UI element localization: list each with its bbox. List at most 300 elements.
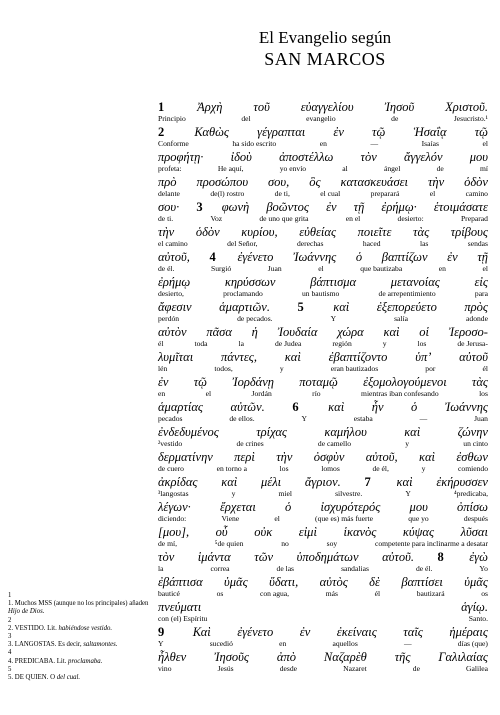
greek-word: ὃς bbox=[309, 175, 321, 189]
greek-word: ἡμέραις bbox=[449, 625, 488, 639]
greek-word: τρίχας bbox=[256, 425, 288, 439]
greek-word: καὶ bbox=[418, 450, 436, 464]
spanish-gloss: aquellos bbox=[332, 639, 358, 648]
spanish-gloss: de Jerusa- bbox=[457, 339, 488, 348]
greek-word: Ἡσαΐᾳ bbox=[413, 125, 447, 139]
footnote-text: 2. VESTIDO. Lit. bbox=[8, 624, 59, 632]
greek-word: ἐβαπτίζοντο bbox=[328, 350, 388, 364]
spanish-gloss: derechas bbox=[296, 239, 324, 248]
greek-line bbox=[158, 650, 488, 664]
spanish-gloss: de crines bbox=[236, 439, 264, 448]
spanish-gloss: después bbox=[463, 514, 488, 523]
spanish-gloss-line bbox=[158, 589, 488, 599]
greek-line bbox=[158, 600, 488, 614]
spanish-gloss: silvestre. bbox=[335, 489, 363, 498]
interlinear-line bbox=[158, 625, 488, 649]
spanish-gloss: ángel bbox=[383, 164, 401, 173]
greek-word: ὑμᾶς bbox=[224, 575, 248, 589]
spanish-gloss: él bbox=[374, 589, 381, 598]
greek-word: πάντες, bbox=[221, 350, 257, 364]
greek-word: ἀκρίδας bbox=[158, 475, 198, 489]
greek-line bbox=[158, 300, 488, 314]
spanish-gloss: en bbox=[319, 139, 327, 148]
spanish-gloss: proclamando bbox=[223, 289, 263, 298]
greek-word: Ἰησοῦς bbox=[214, 650, 249, 664]
greek-word: καὶ bbox=[404, 425, 421, 439]
spanish-gloss: competente para inclinarme a desatar bbox=[374, 539, 488, 548]
spanish-gloss: que yo bbox=[408, 514, 429, 523]
spanish-gloss-line bbox=[158, 289, 488, 299]
spanish-gloss: en bbox=[158, 389, 166, 398]
spanish-gloss: el bbox=[318, 264, 324, 273]
greek-word: ἁμαρτίας bbox=[158, 400, 203, 414]
interlinear-line bbox=[158, 425, 488, 449]
spanish-gloss: Y bbox=[301, 414, 307, 423]
greek-line bbox=[158, 325, 488, 339]
interlinear-line bbox=[158, 600, 488, 624]
greek-word: βαπτίζων bbox=[381, 250, 428, 264]
greek-line bbox=[158, 575, 488, 589]
greek-line bbox=[158, 350, 488, 364]
spanish-gloss: Nazaret bbox=[343, 664, 367, 673]
interlinear-line bbox=[158, 200, 488, 224]
greek-line bbox=[158, 100, 488, 114]
greek-word: καμήλου bbox=[324, 425, 367, 439]
greek-word: Γαλιλαίας bbox=[438, 650, 488, 664]
interlinear-line bbox=[158, 100, 488, 124]
footnote bbox=[8, 625, 150, 633]
spanish-gloss: bautizará bbox=[416, 589, 445, 598]
verse-number: 7 bbox=[364, 475, 371, 489]
interlinear-line bbox=[158, 400, 488, 424]
greek-word: σου, bbox=[268, 175, 290, 189]
greek-word: τῷ bbox=[474, 125, 488, 139]
greek-word: τῇ bbox=[477, 250, 488, 264]
spanish-gloss: comiendo bbox=[458, 464, 488, 473]
spanish-gloss: bauticé bbox=[158, 589, 180, 598]
spanish-gloss-line bbox=[158, 614, 488, 624]
interlinear-line bbox=[158, 575, 488, 599]
greek-word: τὰς bbox=[471, 375, 488, 389]
greek-word: ἐν bbox=[333, 125, 344, 139]
greek-word: μου bbox=[469, 150, 488, 164]
greek-word: Χριστοῦ. bbox=[445, 100, 488, 114]
spanish-gloss: del bbox=[241, 114, 251, 123]
greek-word: κυρίου, bbox=[241, 225, 278, 239]
spanish-gloss: os bbox=[216, 589, 224, 598]
spanish-gloss-line bbox=[158, 414, 488, 424]
greek-word: αὐτοῦ bbox=[459, 350, 488, 364]
greek-line bbox=[158, 200, 488, 214]
footnote-italic: saltamontes. bbox=[83, 641, 118, 649]
footnote-number: 4 bbox=[8, 649, 12, 657]
spanish-gloss: preparará bbox=[370, 189, 400, 198]
greek-word: ἑτοιμάσατε bbox=[433, 200, 488, 214]
book-title bbox=[160, 28, 490, 70]
greek-word: μου bbox=[409, 500, 428, 514]
footnote-text: 1. Muchos MSS (aunque no los principales) añaden bbox=[8, 600, 149, 608]
greek-word: πνεύματι bbox=[158, 600, 202, 614]
spanish-gloss: sucedió bbox=[209, 639, 233, 648]
greek-word: καὶ bbox=[383, 325, 400, 339]
interlinear-line bbox=[158, 500, 488, 524]
verse-number: 1 bbox=[158, 100, 165, 114]
greek-word: Ἰεροσο- bbox=[448, 325, 488, 339]
greek-word: αὐτὸς bbox=[319, 575, 348, 589]
interlinear-line bbox=[158, 525, 488, 549]
spanish-gloss: en bbox=[279, 639, 287, 648]
greek-line bbox=[158, 225, 488, 239]
spanish-gloss-line bbox=[158, 664, 488, 674]
interlinear-line bbox=[158, 375, 488, 399]
spanish-gloss: pecados bbox=[158, 414, 183, 423]
spanish-gloss: desde bbox=[279, 664, 298, 673]
spanish-gloss-line bbox=[158, 514, 488, 524]
spanish-gloss: Jesucristo.¹ bbox=[453, 114, 488, 123]
greek-line bbox=[158, 250, 488, 264]
spanish-gloss: correa bbox=[210, 564, 230, 573]
spanish-gloss: todos, bbox=[214, 364, 233, 373]
greek-word: δερματίνην bbox=[158, 450, 213, 464]
greek-word: ἰδοὺ bbox=[230, 150, 252, 164]
spanish-gloss-line bbox=[158, 314, 488, 324]
greek-word: αὐτοῦ, bbox=[365, 450, 398, 464]
spanish-gloss: de bbox=[436, 164, 444, 173]
greek-word: ἀποστέλλω bbox=[279, 150, 334, 164]
greek-word: οἱ bbox=[419, 325, 430, 339]
greek-word: καὶ bbox=[328, 400, 345, 414]
interlinear-text bbox=[158, 100, 488, 675]
spanish-gloss: río bbox=[312, 389, 321, 398]
spanish-gloss: desierto, bbox=[158, 289, 184, 298]
spanish-gloss: de él. bbox=[158, 264, 175, 273]
greek-word: Καὶ bbox=[192, 625, 211, 639]
greek-word: εἰς bbox=[474, 275, 488, 289]
greek-word: ἐν bbox=[299, 625, 311, 639]
greek-line bbox=[158, 425, 488, 439]
greek-word: εὐθείας bbox=[299, 225, 337, 239]
greek-word: ἄγριον. bbox=[304, 475, 341, 489]
spanish-gloss: Y bbox=[158, 639, 164, 648]
spanish-gloss-line bbox=[158, 239, 488, 249]
spanish-gloss: el bbox=[274, 514, 280, 523]
footnote bbox=[8, 641, 150, 649]
spanish-gloss: para bbox=[474, 289, 488, 298]
spanish-gloss: Galilea bbox=[466, 664, 488, 673]
spanish-gloss-line bbox=[158, 364, 488, 374]
greek-line bbox=[158, 175, 488, 189]
greek-word: τρίβους bbox=[450, 225, 488, 239]
spanish-gloss: sandalias bbox=[341, 564, 369, 573]
greek-word: Ἀρχὴ bbox=[197, 100, 223, 114]
spanish-gloss: que bautizaba bbox=[360, 264, 403, 273]
spanish-gloss-line bbox=[158, 164, 488, 174]
greek-line bbox=[158, 275, 488, 289]
spanish-gloss: de arrepentimiento bbox=[378, 289, 436, 298]
footnote-italic: habiéndose vestido. bbox=[58, 624, 113, 632]
greek-word: ταῖς bbox=[403, 625, 423, 639]
spanish-gloss: yo envío bbox=[279, 164, 307, 173]
spanish-gloss: de bbox=[391, 114, 399, 123]
greek-line bbox=[158, 500, 488, 514]
greek-word: ἐρήμῳ bbox=[158, 275, 191, 289]
greek-word: μέλι bbox=[261, 475, 282, 489]
greek-line bbox=[158, 550, 488, 564]
interlinear-line bbox=[158, 250, 488, 274]
spanish-gloss: eran bautizados bbox=[330, 364, 379, 373]
greek-word: ὀσφὺν bbox=[313, 450, 345, 464]
greek-word: Καθὼς bbox=[194, 125, 229, 139]
greek-word: ἐρήμῳ· bbox=[381, 200, 417, 214]
greek-word: ἱκανὸς bbox=[343, 525, 377, 539]
greek-word: γέγραπται bbox=[257, 125, 306, 139]
spanish-gloss: Conforme bbox=[158, 139, 189, 148]
spanish-gloss: el bbox=[482, 139, 488, 148]
spanish-gloss: no bbox=[281, 539, 289, 548]
footnote-text: 5. DE QUIEN. O bbox=[8, 674, 57, 682]
greek-line bbox=[158, 625, 488, 639]
greek-word: Ἰησοῦ bbox=[384, 100, 415, 114]
spanish-gloss: las bbox=[419, 239, 429, 248]
spanish-gloss: de mí, bbox=[158, 539, 177, 548]
spanish-gloss: con (el) Espíritu bbox=[158, 614, 208, 623]
spanish-gloss: de uno que grita bbox=[259, 214, 309, 223]
spanish-gloss-line bbox=[158, 489, 488, 499]
greek-word: τῆς bbox=[394, 650, 411, 664]
greek-word: τὸν bbox=[158, 550, 175, 564]
greek-word: πᾶσα bbox=[206, 325, 232, 339]
greek-word: καὶ bbox=[396, 475, 413, 489]
spanish-gloss: ²vestido bbox=[158, 439, 183, 448]
spanish-gloss: al bbox=[342, 164, 348, 173]
spanish-gloss: por bbox=[425, 364, 436, 373]
greek-word: ὑπ’ bbox=[415, 350, 432, 364]
spanish-gloss: haced bbox=[362, 239, 381, 248]
spanish-gloss: evangelio bbox=[306, 114, 336, 123]
greek-line bbox=[158, 125, 488, 139]
spanish-gloss: el bbox=[205, 389, 212, 398]
greek-word: ὁδὸν bbox=[464, 175, 488, 189]
greek-word: τῶν bbox=[254, 550, 274, 564]
spanish-gloss: Isaías bbox=[421, 139, 439, 148]
greek-word: Ἰορδάνῃ bbox=[232, 375, 274, 389]
spanish-gloss: Jordán bbox=[251, 389, 272, 398]
spanish-gloss: un bautismo bbox=[302, 289, 340, 298]
greek-word: ἰσχυρότερός bbox=[320, 500, 381, 514]
spanish-gloss-line bbox=[158, 564, 488, 574]
greek-word: ἦν bbox=[371, 400, 384, 414]
greek-line bbox=[158, 475, 488, 489]
greek-word: ὁ bbox=[285, 500, 292, 514]
spanish-gloss-line bbox=[158, 464, 488, 474]
spanish-gloss: — bbox=[370, 139, 379, 148]
verse-number: 4 bbox=[209, 250, 216, 264]
greek-word: ἐκήρυσσεν bbox=[436, 475, 488, 489]
spanish-gloss: y bbox=[279, 364, 284, 373]
spanish-gloss: lomos bbox=[321, 464, 340, 473]
greek-word: ἄγγελόν bbox=[403, 150, 443, 164]
footnote-number: 2 bbox=[8, 616, 12, 624]
verse-number: 5 bbox=[297, 300, 304, 314]
greek-word: ἐβάπτισα bbox=[158, 575, 203, 589]
spanish-gloss: — bbox=[419, 414, 428, 423]
spanish-gloss: Principio bbox=[158, 114, 186, 123]
greek-word: φωνὴ bbox=[221, 200, 250, 214]
greek-word: λυμῖται bbox=[158, 350, 194, 364]
greek-word: πρὸ bbox=[158, 175, 177, 189]
spanish-gloss: un cinto bbox=[463, 439, 488, 448]
spanish-gloss: de las bbox=[276, 564, 295, 573]
spanish-gloss: y bbox=[231, 489, 236, 498]
spanish-gloss: ⁵de quien bbox=[214, 539, 244, 548]
greek-word: βοῶντος bbox=[266, 200, 309, 214]
footnote bbox=[8, 674, 150, 682]
greek-word: Ἰωάννης bbox=[293, 250, 337, 264]
spanish-gloss: y bbox=[421, 464, 426, 473]
footnote bbox=[8, 600, 150, 616]
spanish-gloss: He aquí, bbox=[217, 164, 244, 173]
interlinear-line bbox=[158, 300, 488, 324]
footnote-number: 1 bbox=[8, 592, 12, 599]
spanish-gloss: de ti. bbox=[158, 214, 174, 223]
interlinear-line bbox=[158, 175, 488, 199]
spanish-gloss: la bbox=[158, 564, 164, 573]
spanish-gloss: delante bbox=[158, 189, 180, 198]
footnote-italic: del cual. bbox=[56, 674, 81, 682]
greek-word: αὐτῶν. bbox=[230, 400, 265, 414]
greek-word: Ἰουδαία bbox=[277, 325, 318, 339]
spanish-gloss: Juan bbox=[267, 264, 282, 273]
spanish-gloss: — bbox=[403, 639, 412, 648]
spanish-gloss: profeta: bbox=[158, 164, 182, 173]
interlinear-line bbox=[158, 650, 488, 674]
footnote bbox=[8, 658, 150, 666]
spanish-gloss: él bbox=[158, 339, 164, 348]
spanish-gloss: Voz bbox=[210, 214, 223, 223]
greek-word: τὸν bbox=[360, 150, 377, 164]
greek-word: καὶ bbox=[221, 475, 238, 489]
greek-word: τὴν bbox=[158, 225, 175, 239]
spanish-gloss: los bbox=[417, 339, 427, 348]
greek-word: τὴν bbox=[276, 450, 293, 464]
greek-word: ἁμαρτιῶν. bbox=[219, 300, 270, 314]
greek-word: κηρύσσων bbox=[224, 275, 276, 289]
spanish-gloss: el bbox=[429, 189, 436, 198]
spanish-gloss-line bbox=[158, 114, 488, 124]
greek-word: ἀπὸ bbox=[276, 650, 296, 664]
greek-word: ἐν bbox=[326, 200, 337, 214]
interlinear-line bbox=[158, 125, 488, 149]
greek-word: ἐξομολογούμενοι bbox=[363, 375, 447, 389]
greek-word: αὐτοῦ. bbox=[382, 550, 414, 564]
greek-word: τῇ bbox=[353, 200, 365, 214]
greek-word: ὁ bbox=[411, 400, 418, 414]
greek-line bbox=[158, 525, 488, 539]
footnote-number: 3 bbox=[8, 633, 12, 641]
greek-word: πρὸς bbox=[464, 300, 488, 314]
spanish-gloss: sendas bbox=[467, 239, 488, 248]
greek-word: τῷ bbox=[193, 375, 208, 389]
greek-line bbox=[158, 450, 488, 464]
spanish-gloss: de(l) rostro bbox=[210, 189, 245, 198]
greek-word: περὶ bbox=[234, 450, 255, 464]
greek-word: τὰς bbox=[413, 225, 430, 239]
spanish-gloss: Preparad bbox=[460, 214, 488, 223]
spanish-gloss: Y bbox=[405, 489, 411, 498]
spanish-gloss-line bbox=[158, 389, 488, 399]
spanish-gloss: mí bbox=[479, 164, 488, 173]
footnote-text: 3. LANGOSTAS. Es decir, bbox=[8, 641, 84, 649]
greek-word: τοῦ bbox=[253, 100, 270, 114]
spanish-gloss: los bbox=[279, 464, 289, 473]
spanish-gloss: en torno a bbox=[216, 464, 247, 473]
spanish-gloss: los bbox=[479, 389, 488, 398]
spanish-gloss: y bbox=[382, 339, 387, 348]
spanish-gloss-line bbox=[158, 189, 488, 199]
spanish-gloss: Y bbox=[330, 314, 337, 323]
spanish-gloss: días (que) bbox=[457, 639, 488, 648]
greek-word: χώρα bbox=[337, 325, 364, 339]
greek-word: σου· bbox=[158, 200, 180, 214]
title-line-1: El Evangelio según bbox=[258, 28, 392, 47]
spanish-gloss: Santo. bbox=[468, 614, 488, 623]
spanish-gloss: de ti, bbox=[274, 189, 290, 198]
footnote-italic: Hijo de Dios. bbox=[8, 608, 45, 616]
spanish-gloss-line bbox=[158, 639, 488, 649]
greek-word: προφήτῃ· bbox=[158, 150, 204, 164]
interlinear-line bbox=[158, 325, 488, 349]
greek-word: ὁ bbox=[355, 250, 363, 264]
greek-word: εἰμὶ bbox=[298, 525, 317, 539]
spanish-gloss: camino bbox=[465, 189, 488, 198]
greek-word: αὐτοῦ, bbox=[158, 250, 190, 264]
greek-word: ποιεῖτε bbox=[357, 225, 392, 239]
greek-word: καὶ bbox=[284, 350, 301, 364]
greek-word: δὲ bbox=[369, 575, 380, 589]
spanish-gloss: y bbox=[405, 439, 410, 448]
spanish-gloss-line bbox=[158, 214, 488, 224]
greek-word: ἐν bbox=[447, 250, 458, 264]
greek-word: μετανοίας bbox=[390, 275, 440, 289]
verse-number: 9 bbox=[158, 625, 165, 639]
spanish-gloss: el cual bbox=[320, 189, 341, 198]
greek-word: κύψας bbox=[402, 525, 435, 539]
greek-word: εὐαγγελίου bbox=[300, 100, 354, 114]
spanish-gloss: el bbox=[482, 264, 488, 273]
greek-word: λῦσαι bbox=[460, 525, 488, 539]
spanish-gloss-line bbox=[158, 339, 488, 349]
spanish-gloss: perdón bbox=[158, 314, 180, 323]
spanish-gloss: salía bbox=[394, 314, 409, 323]
spanish-gloss: lén bbox=[158, 364, 168, 373]
greek-word: ἐν bbox=[158, 375, 169, 389]
spanish-gloss: mientras iban confesando bbox=[361, 389, 439, 398]
greek-word: ζώνην bbox=[457, 425, 488, 439]
spanish-gloss-line bbox=[158, 139, 488, 149]
greek-word: ἐσθων bbox=[456, 450, 488, 464]
spanish-gloss: de cuero bbox=[158, 464, 184, 473]
greek-word: ἦλθεν bbox=[158, 650, 187, 664]
greek-line bbox=[158, 400, 488, 414]
spanish-gloss: más bbox=[325, 589, 338, 598]
verse-number: 2 bbox=[158, 125, 165, 139]
footnote-italic: proclamaba. bbox=[68, 657, 103, 665]
spanish-gloss: os bbox=[481, 589, 488, 598]
greek-word: βάπτισμα bbox=[310, 275, 357, 289]
greek-word: ὕδατι, bbox=[269, 575, 299, 589]
verse-number: 8 bbox=[437, 550, 444, 564]
spanish-gloss: en el bbox=[345, 214, 361, 223]
